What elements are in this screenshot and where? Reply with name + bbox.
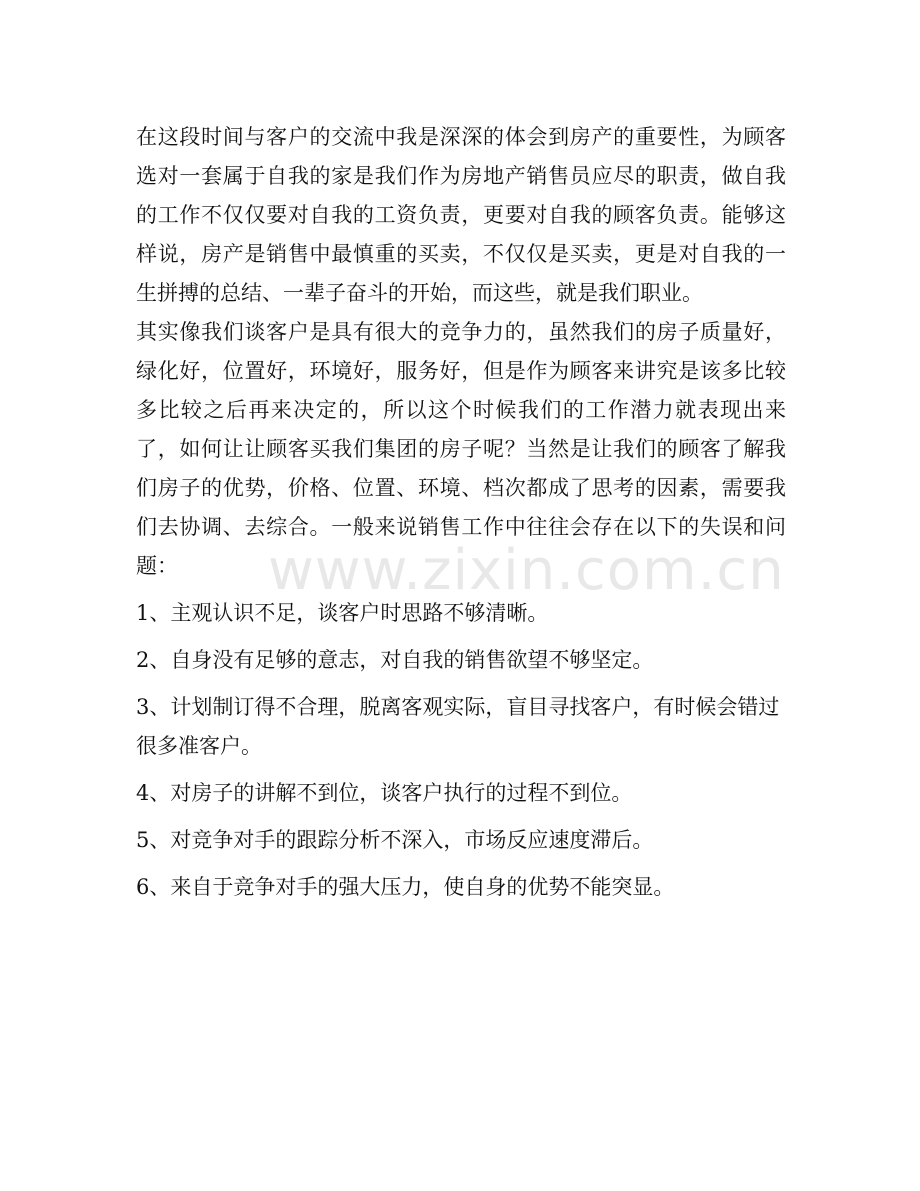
- spacer: [136, 586, 786, 594]
- watermark: www.zixin.com.cn: [268, 538, 785, 603]
- document-body: [136, 118, 786, 907]
- paragraph-2: 其实像我们谈客户是具有很大的竞争力的，虽然我们的房子质量好，绿化好，位置好，环境好，服务好，但是作为顾客来讲究是该多比较多比较之后再来决定的，所以这个时候我们的工作潜力就表现出来了，如何让让顾客买我们集团的房子呢？当然是让我们的顾客了解我们房子的优势，价格、位置、环境、档次都成了思考的因素，需要我们去协调、去综合。一般来说销售工作中往往会存在以下的失误和问题：: [136, 320, 786, 578]
- list-item-5: 5、对竞争对手的跟踪分析不深入，市场反应速度滞后。: [136, 828, 654, 852]
- list-item-6: 6、来自于竞争对手的强大压力，使自身的优势不能突显。: [136, 875, 675, 899]
- list-item-4: 4、对房子的讲解不到位，谈客户执行的过程不到位。: [136, 781, 633, 805]
- list-item-1: 1、主观认识不足，谈客户时思路不够清晰。: [136, 601, 549, 625]
- paragraph-1: 在这段时间与客户的交流中我是深深的体会到房产的重要性，为顾客选对一套属于自我的家是我们作为房地产销售员应尽的职责，做自我的工作不仅仅要对自我的工资负责，更要对自我的顾客负责。能够这样说，房产是销售中最慎重的买卖，不仅仅是买卖，更是对自我的一生拼搏的总结、一辈子奋斗的开始，而这些，就是我们职业。: [136, 125, 786, 305]
- list-item-2: 2、自身没有足够的意志，对自我的销售欲望不够坚定。: [136, 648, 654, 672]
- list-item-3: 3、计划制订得不合理，脱离客观实际，盲目寻找客户，有时候会错过很多准客户。: [136, 695, 780, 758]
